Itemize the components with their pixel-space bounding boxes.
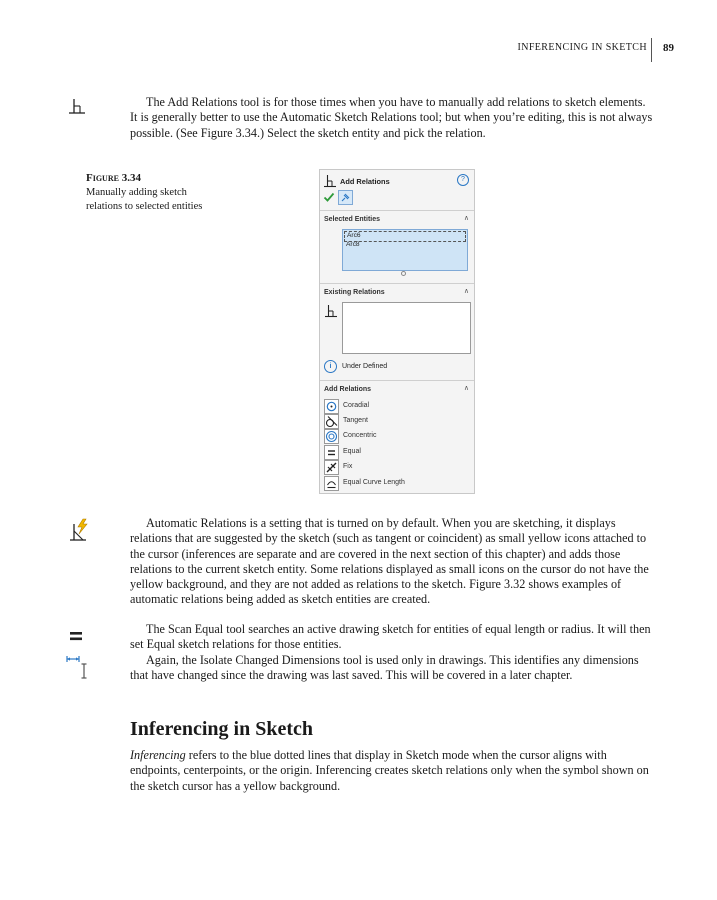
- relation-equal-curve-length[interactable]: [324, 476, 464, 490]
- ok-checkmark-button[interactable]: [323, 191, 335, 203]
- figure-caption-text: Manually adding sketch relations to selected entities: [86, 186, 203, 212]
- equal-icon: [324, 445, 339, 460]
- relation-label: Tangent: [343, 417, 368, 424]
- info-icon: i: [324, 360, 337, 373]
- existing-relations-list[interactable]: [342, 302, 471, 354]
- section-heading: Inferencing in Sketch: [130, 718, 313, 740]
- tangent-icon: [324, 414, 339, 429]
- add-relations-panel-icon: [323, 174, 337, 188]
- paragraph-scan-equal: [130, 622, 656, 653]
- relation-coradial[interactable]: [324, 399, 464, 413]
- relation-label: Concentric: [343, 432, 377, 439]
- relation-label: Fix: [343, 463, 353, 470]
- definition-status: Under Defined: [342, 363, 388, 370]
- add-relations-section-title: Add Relations: [324, 386, 372, 393]
- figure-caption: [86, 171, 211, 215]
- collapse-chevron-icon[interactable]: ∧: [463, 288, 469, 295]
- figure-label: Figure 3.34: [86, 172, 141, 184]
- running-header-title: INFERENCING IN SKETCH: [517, 42, 647, 53]
- collapse-chevron-icon[interactable]: ∧: [463, 215, 469, 222]
- selected-entities-title: Selected Entities: [324, 216, 381, 223]
- pin-button[interactable]: [338, 190, 353, 205]
- relations-icon: [324, 304, 338, 318]
- existing-relations-title: Existing Relations: [324, 289, 385, 296]
- paragraph-text: refers to the blue dotted lines that display in Sketch mode when the cursor aligns with endpoints, centerpoints, or the origin. Inferencing creates sketch relations only when the symbol shown on the sketch cursor has a yellow background.: [130, 748, 649, 793]
- automatic-relations-icon: [68, 518, 90, 547]
- list-item-text: Arc6: [347, 232, 361, 239]
- fix-icon: [324, 460, 339, 475]
- collapse-chevron-icon[interactable]: ∧: [463, 385, 469, 392]
- list-item[interactable]: Arc8: [346, 241, 360, 248]
- selected-entities-list[interactable]: [342, 229, 468, 271]
- relation-label: Equal Curve Length: [343, 479, 405, 486]
- relation-fix[interactable]: [324, 460, 464, 474]
- paragraph-text: Again, the Isolate Changed Dimensions tool is used only in drawings. This identifies any dimensions that have changed since the drawing was last saved. This will be covered in a later chapter.: [130, 653, 639, 683]
- italic-term: Inferencing: [130, 748, 186, 762]
- add-relations-icon: [68, 97, 86, 120]
- paragraph-automatic-relations: [130, 516, 656, 608]
- paragraph-add-relations: [130, 95, 654, 141]
- paragraph-text: The Scan Equal tool searches an active drawing sketch for entities of equal length or radius. It will then set Equal sketch relations for those entities.: [130, 622, 651, 652]
- coradial-icon: [324, 399, 339, 414]
- scan-equal-icon: [69, 629, 83, 648]
- relation-equal[interactable]: [324, 445, 464, 459]
- paragraph-text: Automatic Relations is a setting that is turned on by default. When you are sketching, it displays relations that are suggested by the sketch (such as tangent or coincident) as small yellow icons attached to the cursor (inferences are separate and are covered in the next section of this chapter) and adds those relations to the current sketch entity. Some relations displayed as small icons on the cursor do not have the yellow background, and they are not added as relations to the sketch. Figure 3.32 shows examples of automatic relations being added as sketch entities are created.: [130, 516, 649, 607]
- paragraph-inferencing: [130, 748, 656, 794]
- page-number: 89: [663, 42, 674, 54]
- isolate-changed-dimensions-icon: [66, 654, 90, 685]
- paragraph-isolate-changed-dimensions: [130, 653, 656, 684]
- header-divider: [651, 38, 652, 62]
- relation-label: Equal: [343, 448, 361, 455]
- add-relations-panel: [319, 169, 475, 494]
- equal-curve-length-icon: [324, 476, 339, 491]
- relation-tangent[interactable]: [324, 414, 464, 428]
- relation-label: Coradial: [343, 402, 370, 409]
- paragraph-text: The Add Relations tool is for those times when you have to manually add relations to sketch elements. It is generally better to use the Automatic Sketch Relations tool; but when you’re editing, this is not always possible. (See Figure 3.34.) Select the sketch entity and pick the relation.: [130, 95, 653, 140]
- relation-concentric[interactable]: [324, 429, 464, 443]
- help-button[interactable]: ?: [457, 174, 469, 186]
- resize-handle[interactable]: [401, 271, 406, 276]
- panel-title: Add Relations: [340, 177, 390, 186]
- concentric-icon: [324, 429, 339, 444]
- list-item-selected[interactable]: [344, 231, 466, 242]
